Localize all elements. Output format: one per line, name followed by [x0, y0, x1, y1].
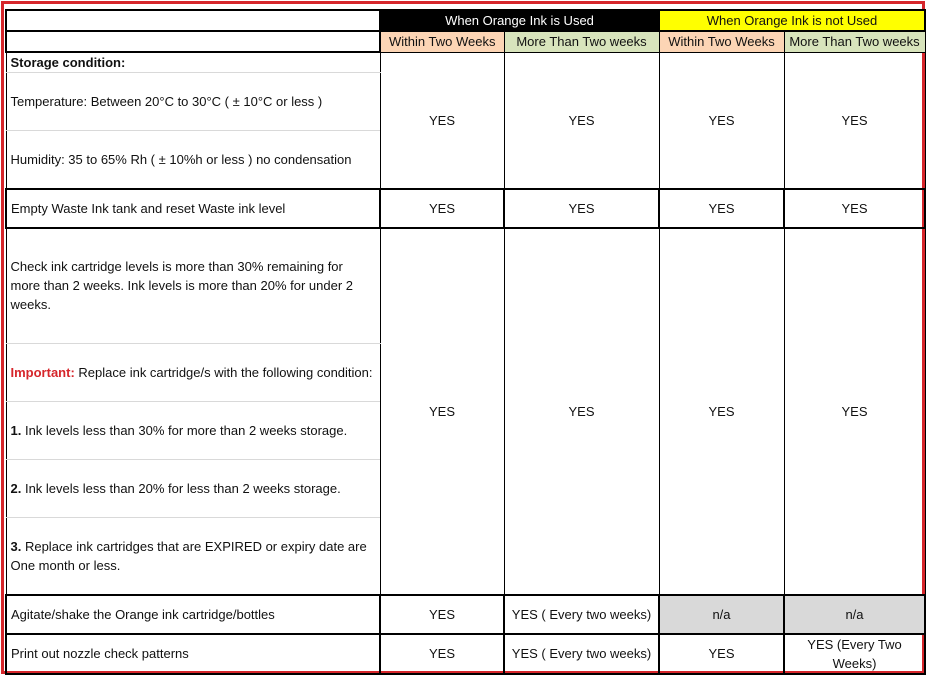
storage-humidity: Humidity: 35 to 65% Rh ( ± 10%h or less ) no condensation: [6, 131, 380, 189]
ink-important-note: [6, 344, 380, 402]
ink-check-text: Check ink cartridge levels is more than 30% remaining for more than 2 weeks. Ink levels is more than 20% for under 2 weeks.: [6, 228, 380, 344]
storage-temperature: Temperature: Between 20°C to 30°C ( ± 10°C or less ): [6, 73, 380, 131]
waste-value-used-more: YES: [504, 189, 659, 228]
header-not-used-within-two-weeks: Within Two Weeks: [659, 31, 784, 52]
ink-value-used-within: YES: [380, 228, 504, 595]
nozzle-check-label: Print out nozzle check patterns: [6, 634, 380, 674]
waste-value-not-used-more: YES: [784, 189, 925, 228]
ink-value-not-used-within: YES: [659, 228, 784, 595]
header-used-more-than-two-weeks: More Than Two weeks: [504, 31, 659, 52]
header-corner-cell: [6, 10, 380, 31]
agitate-row: [6, 595, 925, 634]
agitate-value-not-used-within: n/a: [659, 595, 784, 634]
agitate-value-used-within: YES: [380, 595, 504, 634]
waste-value-not-used-within: YES: [659, 189, 784, 228]
storage-value-used-more: YES: [504, 52, 659, 189]
nozzle-value-not-used-within: YES: [659, 634, 784, 674]
waste-ink-label: Empty Waste Ink tank and reset Waste ink level: [6, 189, 380, 228]
header-group-row: [6, 10, 925, 31]
waste-ink-row: [6, 189, 925, 228]
ink-check-row: [6, 228, 925, 344]
nozzle-value-not-used-more: YES (Every Two Weeks): [784, 634, 925, 674]
ink-item-2: 2. Ink levels less than 20% for less than 2 weeks storage.: [6, 460, 380, 518]
storage-value-used-within: YES: [380, 52, 504, 189]
agitate-value-used-more: YES ( Every two weeks): [504, 595, 659, 634]
header-period-row: [6, 31, 925, 52]
important-text: Replace ink cartridge/s with the following condition:: [74, 365, 373, 380]
header-not-used-more-than-two-weeks: More Than Two weeks: [784, 31, 925, 52]
storage-title-row: [6, 52, 925, 73]
waste-value-used-within: YES: [380, 189, 504, 228]
storage-condition-title: Storage condition:: [6, 52, 380, 73]
ink-value-not-used-more: YES: [784, 228, 925, 595]
ink-item-3: 3. Replace ink cartridges that are EXPIRED or expiry date are One month or less.: [6, 518, 380, 595]
important-label: Important:: [10, 365, 75, 380]
header-used-within-two-weeks: Within Two Weeks: [380, 31, 504, 52]
ink-item-1: 1. Ink levels less than 30% for more than 2 weeks storage.: [6, 402, 380, 460]
storage-maintenance-table: [5, 9, 926, 675]
agitate-label: Agitate/shake the Orange ink cartridge/bottles: [6, 595, 380, 634]
storage-value-not-used-more: YES: [784, 52, 925, 189]
nozzle-value-used-more: YES ( Every two weeks): [504, 634, 659, 674]
header-orange-not-used: When Orange Ink is not Used: [659, 10, 925, 31]
nozzle-value-used-within: YES: [380, 634, 504, 674]
header-orange-used: When Orange Ink is Used: [380, 10, 659, 31]
storage-value-not-used-within: YES: [659, 52, 784, 189]
agitate-value-not-used-more: n/a: [784, 595, 925, 634]
ink-value-used-more: YES: [504, 228, 659, 595]
nozzle-check-row: [6, 634, 925, 674]
header-blank-cell: [6, 31, 380, 52]
